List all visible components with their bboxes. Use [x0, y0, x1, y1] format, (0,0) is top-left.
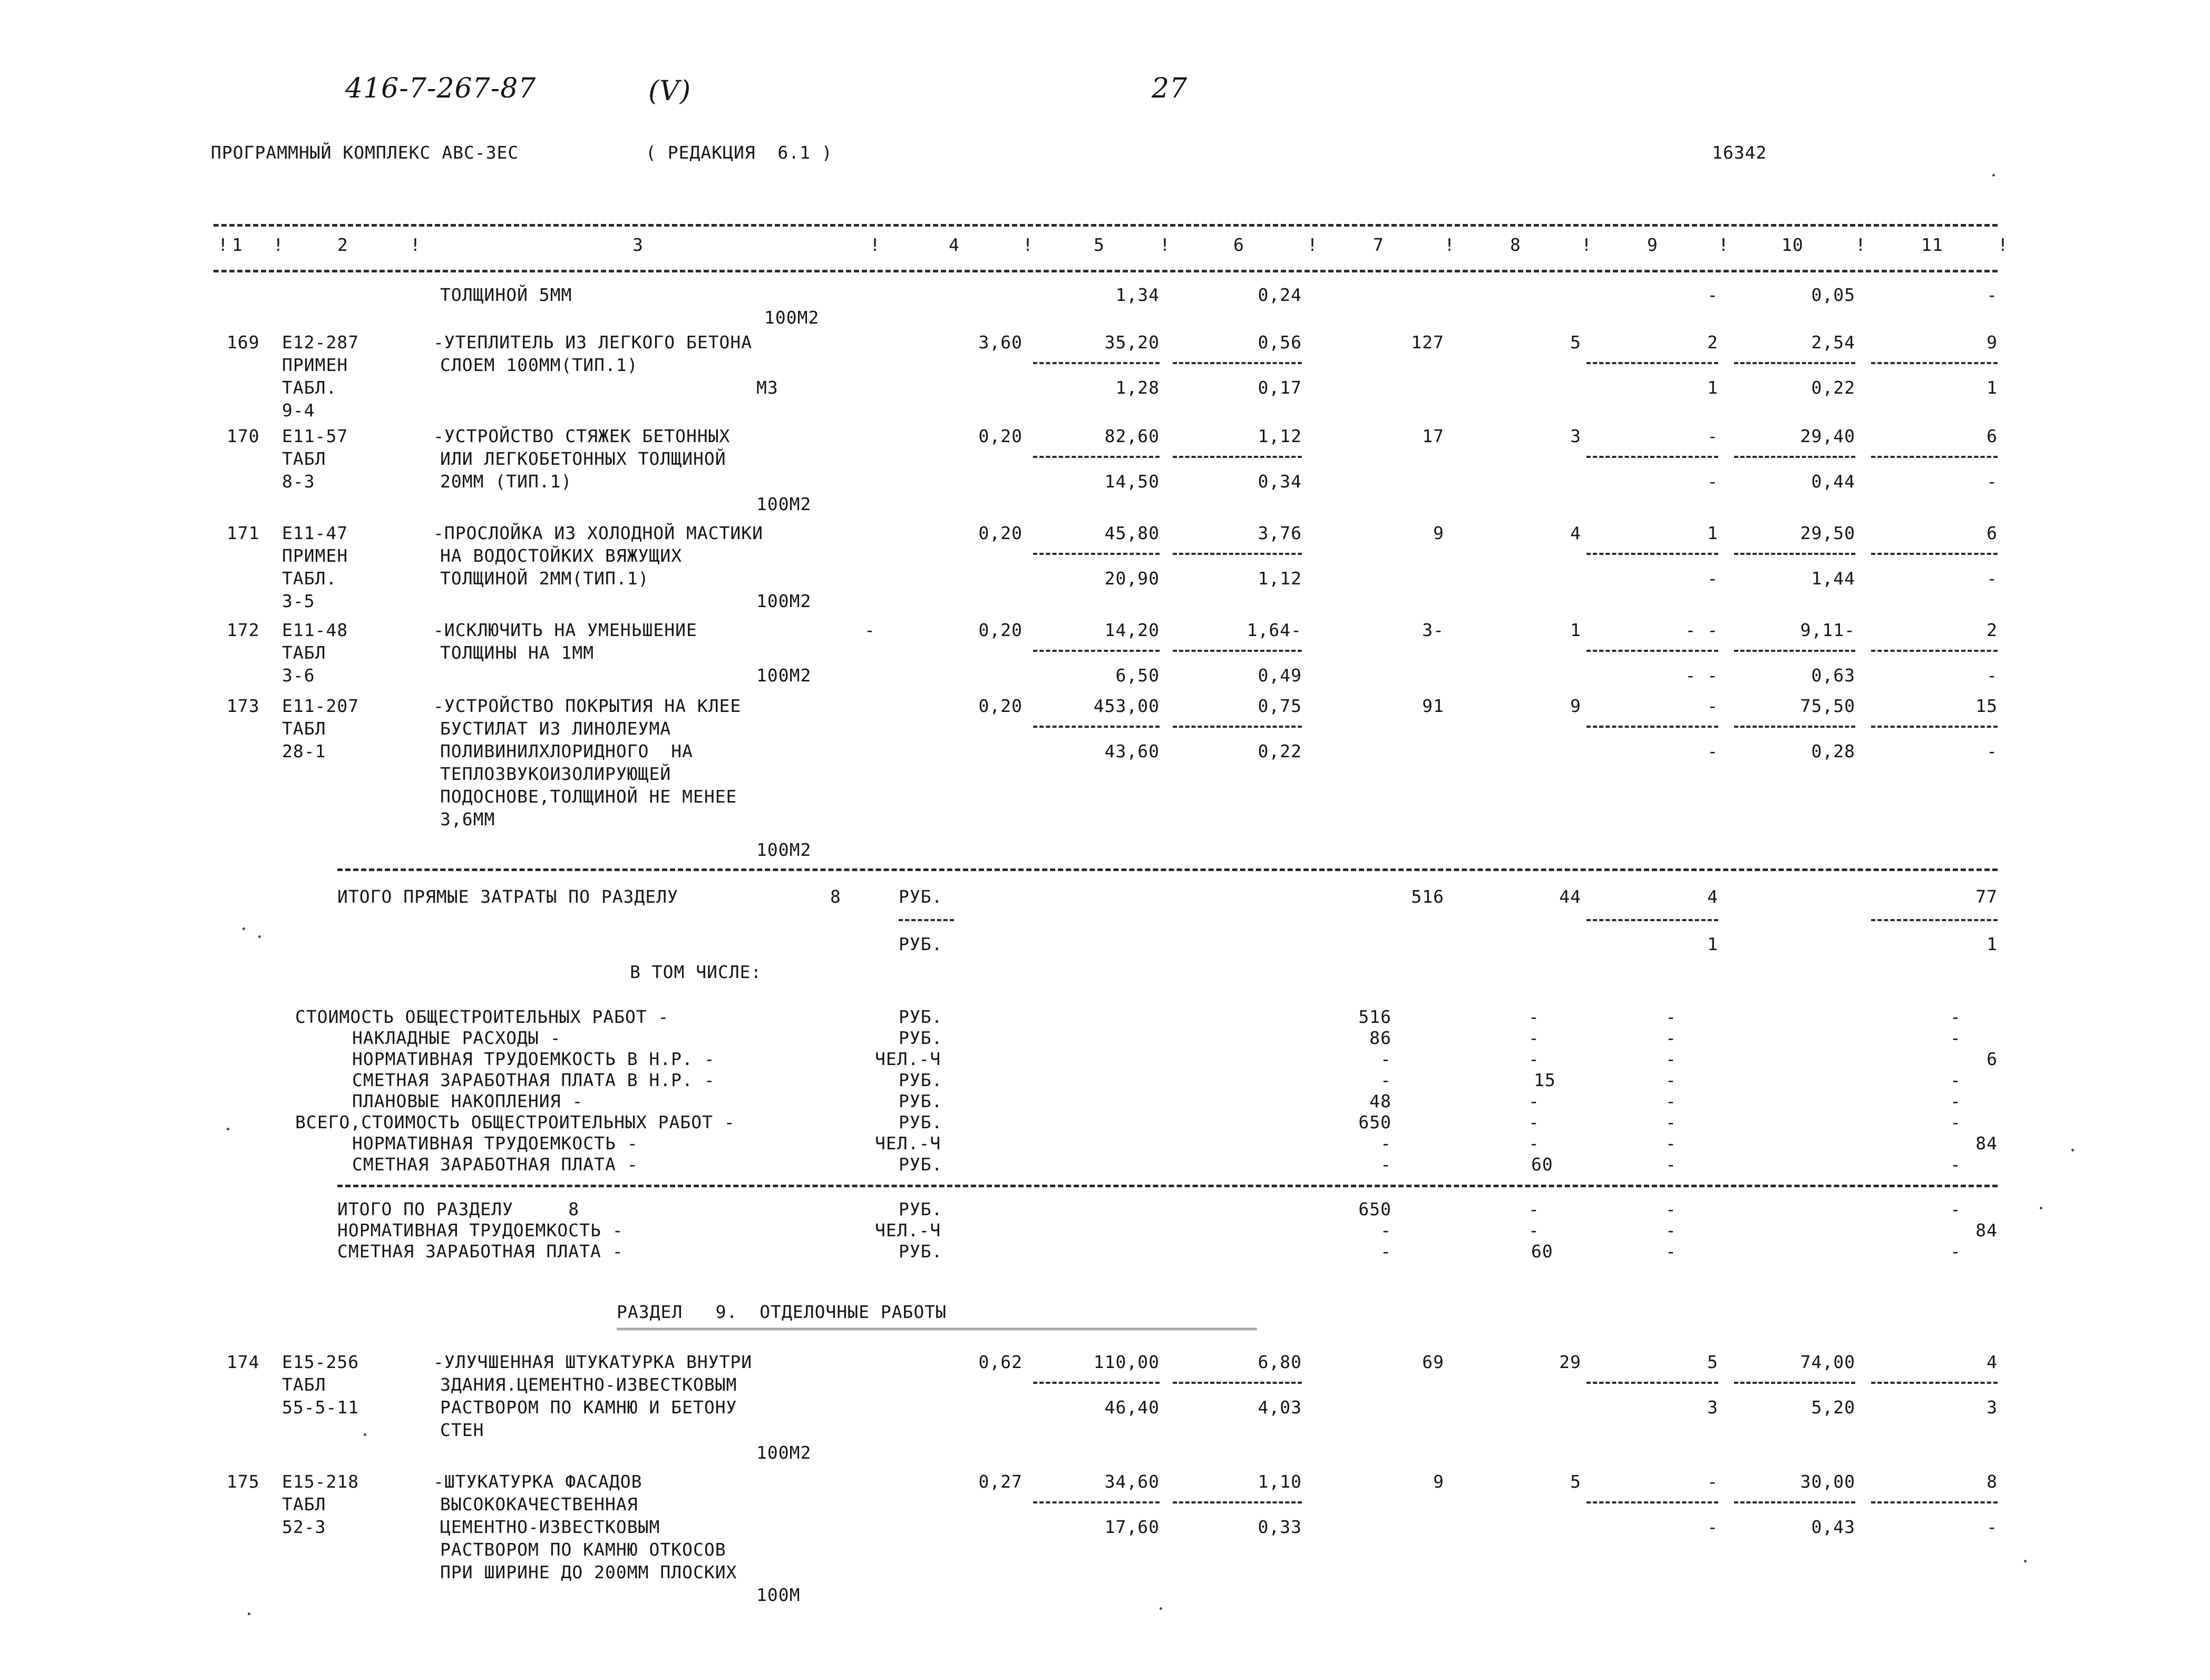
- col-4: 4: [949, 235, 960, 255]
- col-1: 1: [232, 235, 243, 255]
- col-5: 5: [1094, 235, 1105, 255]
- edition: ( РЕДАКЦИЯ 6.1 ): [646, 142, 833, 163]
- section-9-underline: [617, 1328, 1257, 1330]
- header-rule-top: [213, 224, 1998, 227]
- col-6: 6: [1233, 235, 1244, 255]
- section-9-title: РАЗДЕЛ 9. ОТДЕЛОЧНЫЕ РАБОТЫ: [617, 1302, 947, 1322]
- col-11: 11: [1921, 235, 1943, 255]
- header-rule-bottom: [213, 270, 1998, 272]
- program-title: ПРОГРАММНЫЙ КОМПЛЕКС АВС-ЗЕС: [211, 142, 519, 163]
- col-7: 7: [1373, 235, 1384, 255]
- col-3: 3: [632, 235, 644, 255]
- final-rule: [337, 1185, 1998, 1187]
- totals-rule: [337, 868, 1998, 871]
- col-10: 10: [1781, 235, 1804, 255]
- handwritten-mark: (V): [648, 75, 692, 107]
- doc-number: 16342: [1712, 142, 1767, 163]
- col-8: 8: [1510, 235, 1521, 255]
- including-label: В ТОМ ЧИСЛЕ:: [630, 962, 762, 982]
- handwritten-code: 416-7-267-87: [345, 73, 537, 104]
- page-number: 27: [1152, 73, 1188, 104]
- col-2: 2: [337, 235, 348, 255]
- col-9: 9: [1647, 235, 1658, 255]
